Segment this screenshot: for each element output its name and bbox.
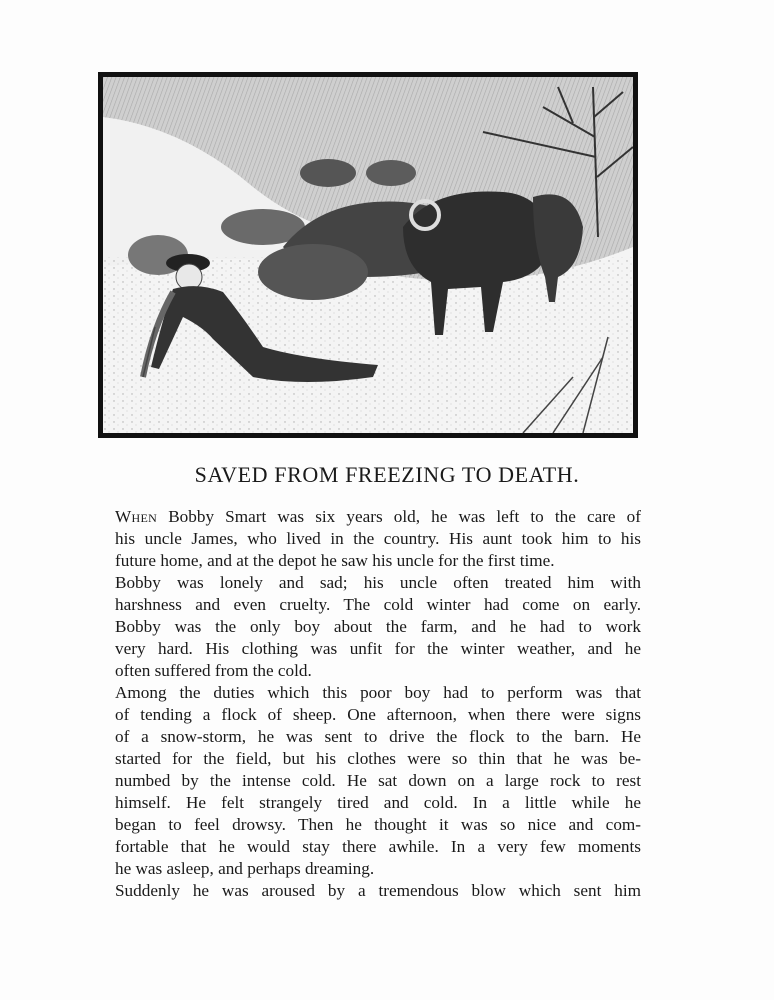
drop-word: When	[115, 507, 158, 526]
text-line: his uncle James, who lived in the country. His aunt took him to his	[115, 529, 641, 548]
text-line: When Bobby Smart was six years old, he was left to the care of	[115, 507, 641, 526]
distant-sheep	[300, 159, 356, 187]
paragraph	[115, 506, 641, 572]
text-line: Bobby was the only boy about the farm, and he had to work	[115, 617, 641, 636]
story-body	[115, 506, 641, 902]
paragraph	[115, 682, 641, 880]
distant-sheep	[366, 160, 416, 186]
text-line: often suffered from the cold.	[115, 661, 312, 680]
paragraph	[115, 572, 641, 682]
text-line: future home, and at the depot he saw his uncle for the first time.	[115, 551, 555, 570]
text-line: numbed by the intense cold. He sat down on a large rock to rest	[115, 771, 641, 790]
text-line: himself. He felt strangely tired and cold. In a little while he	[115, 793, 641, 812]
paragraph	[115, 880, 641, 902]
text-line: Among the duties which this poor boy had to perform was that	[115, 683, 641, 702]
text-line: of tending a flock of sheep. One afternoon, when there were signs	[115, 705, 641, 724]
illustration-engraving	[98, 72, 638, 438]
text-line: Suddenly he was aroused by a tremendous blow which sent him	[115, 881, 641, 900]
text-line: very hard. His clothing was unfit for the winter weather, and he	[115, 639, 641, 658]
engraving-scene	[103, 77, 633, 433]
text-line: harshness and even cruelty. The cold winter had come on early.	[115, 595, 641, 614]
rock	[258, 244, 368, 300]
text-line: started for the field, but his clothes were so thin that he was be-	[115, 749, 641, 768]
story-title: SAVED FROM FREEZING TO DEATH.	[194, 462, 580, 487]
text-line: began to feel drowsy. Then he thought it was so nice and com-	[115, 815, 641, 834]
text-line: fortable that he would stay there awhile. In a very few moments	[115, 837, 641, 856]
text-line: Bobby was lonely and sad; his uncle often treated him with	[115, 573, 641, 592]
text-line: he was asleep, and perhaps dreaming.	[115, 859, 375, 878]
text-line: of a snow-storm, he was sent to drive the flock to the barn. He	[115, 727, 641, 746]
